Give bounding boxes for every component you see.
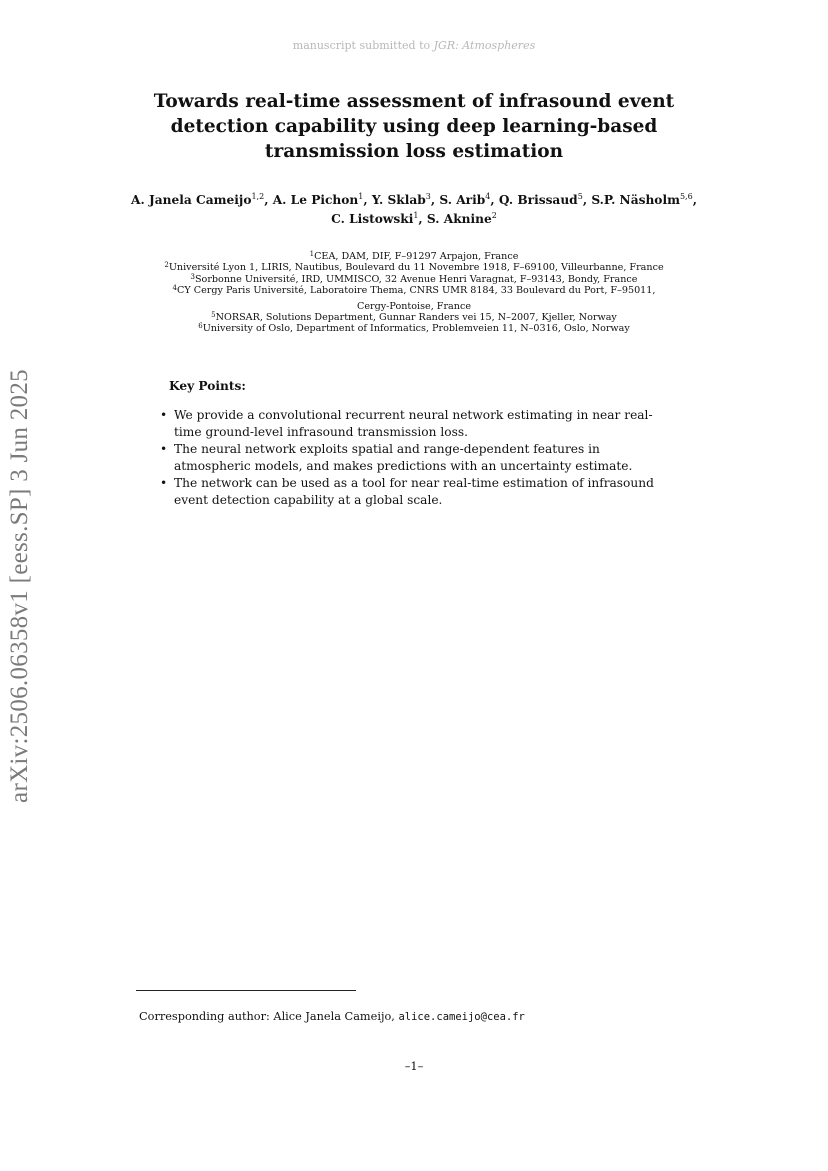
key-points-list bbox=[160, 407, 680, 509]
author: S. Aknine$^2$ bbox=[426, 211, 497, 226]
list-item bbox=[160, 475, 680, 509]
page-number: –1– bbox=[404, 1060, 424, 1073]
author-email: alice.cameijo@cea.fr bbox=[398, 1011, 525, 1023]
affiliation: $^4$CY Cergy Paris Université, Laboratoire Thema, CNRS UMR 8184, 33 Boulevard du Port, F–95011, bbox=[172, 284, 656, 296]
affiliation: $^1$CEA, DAM, DIF, F–91297 Arpajon, France bbox=[309, 250, 519, 262]
list-item bbox=[160, 441, 680, 475]
author: S. Arib$^4$ bbox=[439, 192, 491, 207]
bullet: • bbox=[160, 476, 168, 490]
bullet: • bbox=[160, 442, 168, 456]
journal-header bbox=[0, 39, 828, 52]
footnote-divider bbox=[136, 990, 356, 991]
header-prefix: manuscript submitted to bbox=[292, 39, 431, 52]
affiliation: $^3$Sorbonne Université, IRD, UMMISCO, 32 Avenue Henri Varagnat, F–93143, Bondy, France bbox=[190, 273, 638, 285]
arxiv-stamp-text: arXiv:2506.06358v1 [eess.SP] 3 Jun 2025 bbox=[6, 369, 33, 803]
author: Q. Brissaud$^5$ bbox=[498, 192, 583, 207]
corresponding-author-footnote bbox=[139, 1010, 525, 1023]
affiliation: $^6$University of Oslo, Department of Informatics, Problemveien 11, N–0316, Oslo, Norway bbox=[198, 322, 630, 334]
key-point-text: The neural network exploits spatial and range-dependent features in atmospheric models, and makes predictions with an uncertainty estimate. bbox=[174, 442, 633, 473]
author: A. Le Pichon$^1$ bbox=[272, 192, 364, 207]
footnote-label: Corresponding author: Alice Janela Cameijo, bbox=[139, 1010, 395, 1023]
author: C. Listowski$^1$ bbox=[331, 211, 419, 226]
affiliation: Cergy-Pontoise, France bbox=[356, 301, 472, 312]
affiliation: $^5$NORSAR, Solutions Department, Gunnar Randers vei 15, N–2007, Kjeller, Norway bbox=[211, 311, 617, 323]
key-points-heading: Key Points: bbox=[169, 379, 246, 393]
list-item bbox=[160, 407, 680, 441]
affiliation: $^2$Université Lyon 1, LIRIS, Nautibus, Boulevard du 11 Novembre 1918, F–69100, Villeurbanne, France bbox=[164, 261, 664, 273]
header-journal: JGR: Atmospheres bbox=[433, 39, 536, 52]
author: Y. Sklab$^3$ bbox=[371, 192, 431, 207]
paper-title: Towards real-time assessment of infrasound event detection capability using deep learning-based transmission loss estimation bbox=[153, 91, 675, 162]
author: A. Janela Cameijo$^{1,2}$ bbox=[131, 192, 265, 207]
bullet: • bbox=[160, 408, 168, 422]
author-list: A. Janela Cameijo$^{1,2}$, A. Le Pichon$^1$, Y. Sklab$^3$, S. Arib$^4$, Q. Brissaud$^5$, S.P. Näsholm$^{5,6}$, C. Listowski$^1$, S. Aknine$^2$ bbox=[131, 192, 697, 226]
key-point-text: The network can be used as a tool for near real-time estimation of infrasound event detection capability at a global scale. bbox=[174, 476, 654, 507]
key-point-text: We provide a convolutional recurrent neural network estimating in near real-time ground-level infrasound transmission loss. bbox=[174, 408, 653, 439]
author: S.P. Näsholm$^{5,6}$ bbox=[591, 192, 693, 207]
